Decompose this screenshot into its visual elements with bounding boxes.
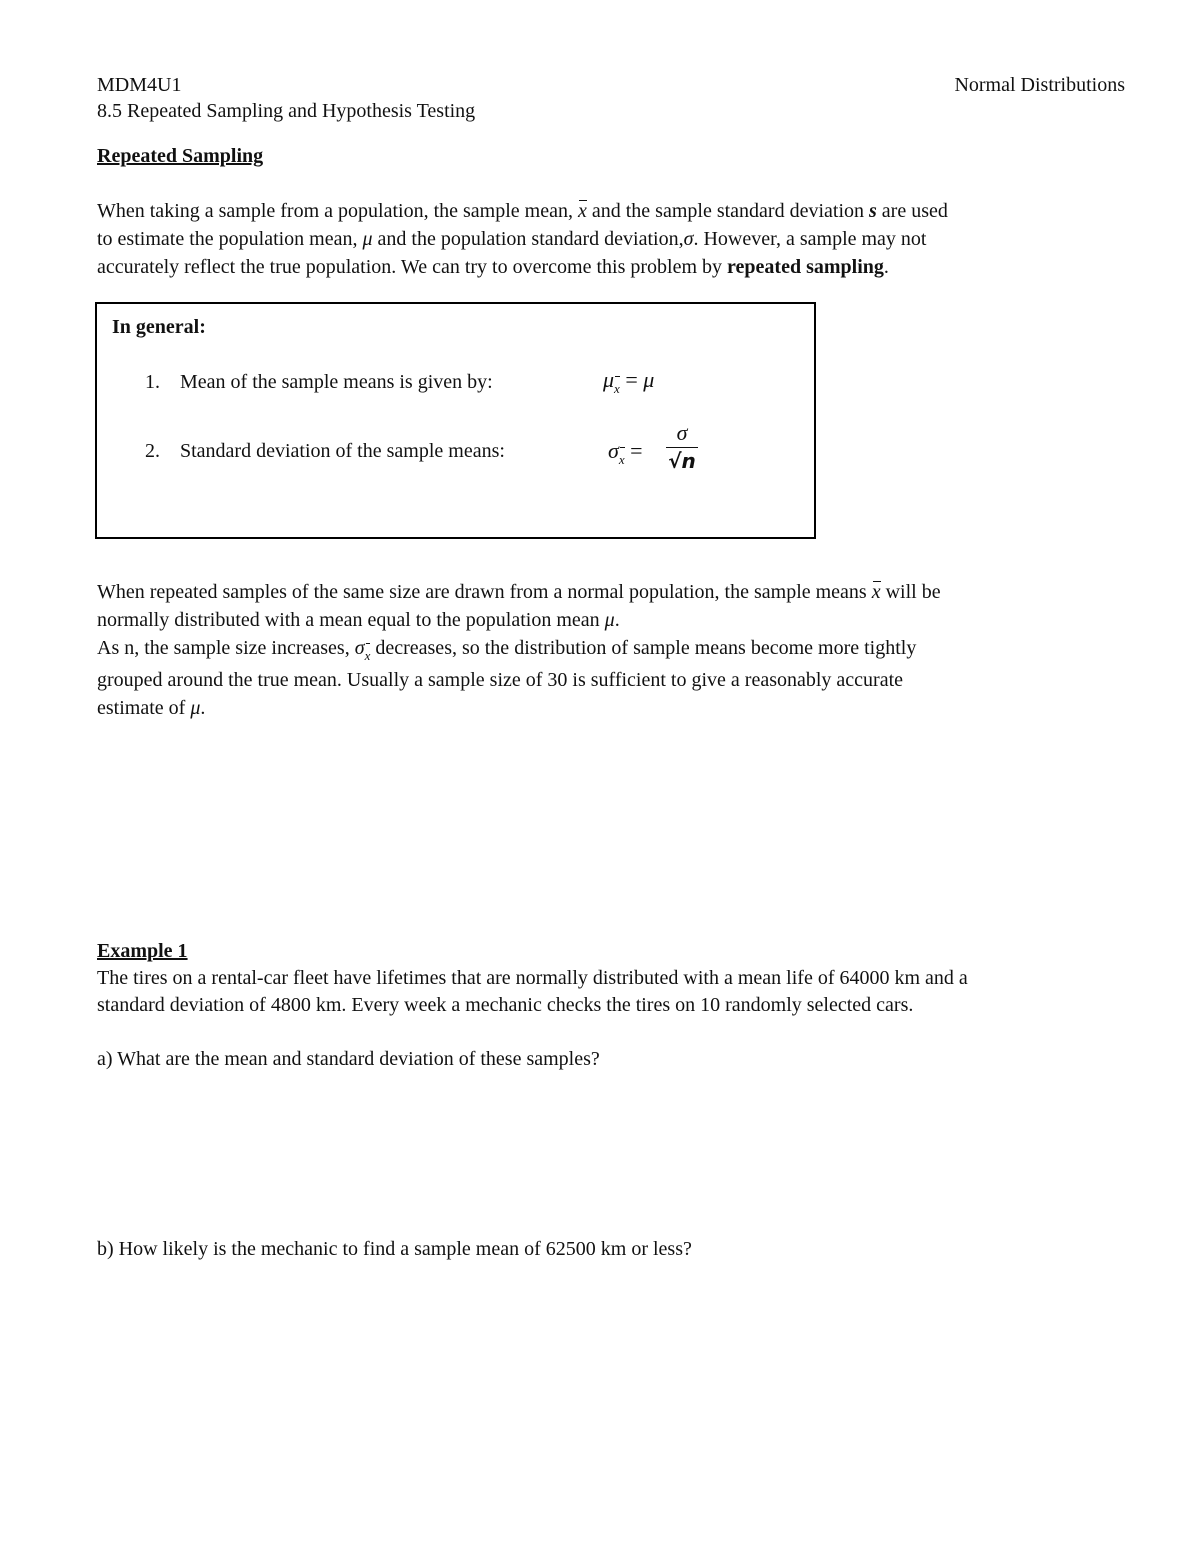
after-line-5: estimate of μ. (97, 697, 206, 719)
after-line-3: As n, the sample size increases, σx decreases, so the distribution of sample means become more tightly (97, 634, 916, 664)
box-item-2-label: Standard deviation of the sample means: (180, 440, 505, 462)
section-title: Repeated Sampling (97, 145, 264, 167)
box-item-1-label: Mean of the sample means is given by: (180, 371, 493, 393)
mu-symbol: μ (362, 228, 373, 250)
lesson-title: 8.5 Repeated Sampling and Hypothesis Testing (97, 100, 476, 122)
example-title: Example 1 (97, 940, 188, 962)
intro-line-2: to estimate the population mean, μ and the population standard deviation,σ. However, a sample may not (97, 228, 927, 250)
question-a: a) What are the mean and standard deviation of these samples? (97, 1048, 600, 1070)
after-line-1: When repeated samples of the same size are drawn from a normal population, the sample means x will be (97, 578, 941, 606)
std-of-means-lhs: σx = (608, 437, 643, 468)
intro-line-1: When taking a sample from a population, the sample mean, x and the sample standard deviation s are used (97, 197, 948, 225)
fraction-bar (666, 447, 698, 448)
sigma-symbol: σ (683, 228, 694, 250)
after-line-4: grouped around the true mean. Usually a sample size of 30 is sufficient to give a reasonably accurate (97, 669, 904, 691)
s-symbol: s (869, 200, 877, 222)
repeated-sampling-term: repeated sampling (727, 256, 884, 278)
intro-line-3: accurately reflect the true population. We can try to overcome this problem by repeated sampling. (97, 256, 889, 278)
after-line-2: normally distributed with a mean equal to the population mean μ. (97, 609, 620, 631)
box-item-1-number: 1. (145, 371, 160, 393)
example-line-1: The tires on a rental-car fleet have lifetimes that are normally distributed with a mean life of 64000 km and a (97, 967, 968, 989)
box-item-2-number: 2. (145, 440, 160, 462)
unit-title: Normal Distributions (954, 74, 1125, 96)
course-code: MDM4U1 (97, 74, 182, 96)
question-b: b) How likely is the mechanic to find a sample mean of 62500 km or less? (97, 1238, 692, 1260)
xbar-symbol: x (578, 197, 587, 225)
box-title: In general: (112, 316, 206, 338)
example-line-2: standard deviation of 4800 km. Every week a mechanic checks the tires on 10 randomly selected cars. (97, 994, 914, 1016)
mean-of-means-formula: μx = μ (603, 366, 654, 397)
std-of-means-fraction: σ √n (664, 420, 700, 473)
